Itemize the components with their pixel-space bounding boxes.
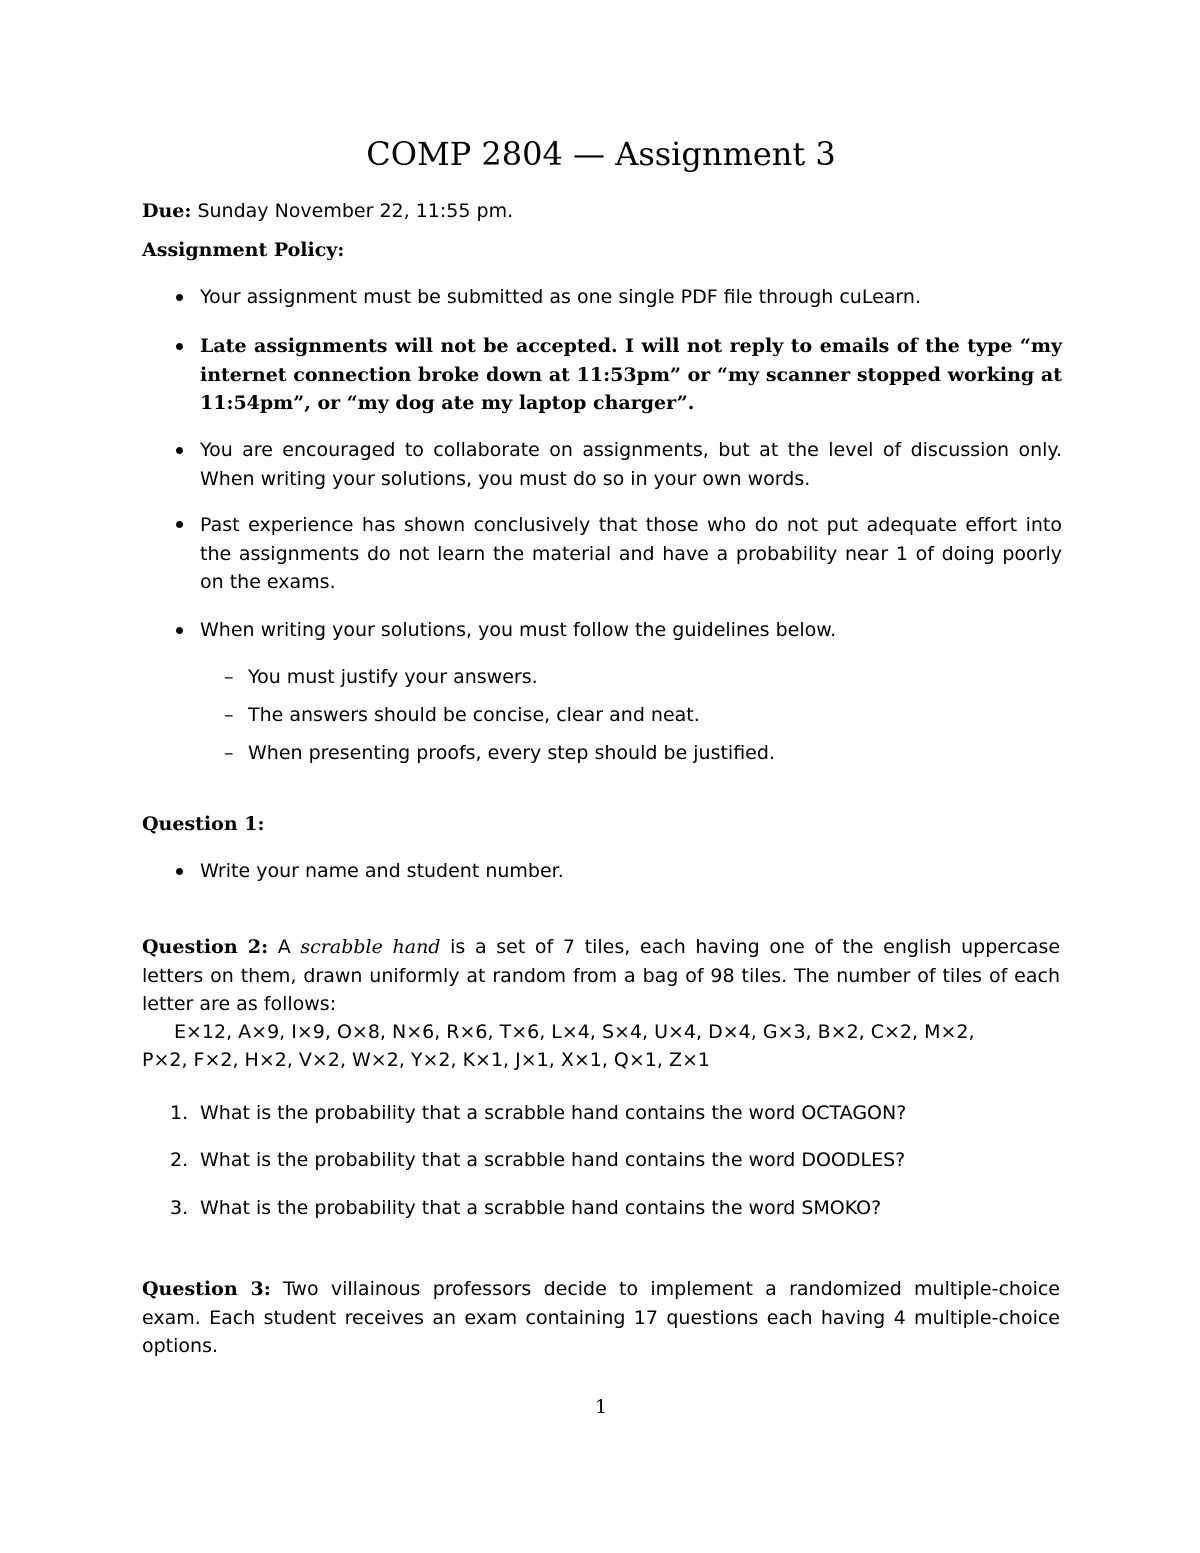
guideline-3: When presenting proofs, every step should be justified. xyxy=(248,742,775,764)
dash-marker: – xyxy=(224,704,234,726)
bullet-icon xyxy=(176,521,183,528)
dash-marker: – xyxy=(224,666,234,688)
guideline-2: The answers should be concise, clear and neat. xyxy=(248,704,700,726)
question-1-bullet: Write your name and student number. xyxy=(200,860,564,882)
item-word: SMOKO xyxy=(801,1197,872,1219)
question-2-item-3 xyxy=(200,1194,1062,1223)
guideline-1: You must justify your answers. xyxy=(248,666,538,688)
bullet-icon xyxy=(176,343,183,350)
question-2-heading: Question 2: xyxy=(142,936,269,958)
question-2-text-b: is a set of 7 tiles, each having one of the english uppercase letters on them, drawn uniformly at random from a bag of 98 tiles. The number of tiles of each letter are as follows: xyxy=(142,936,1061,1015)
bullet-icon xyxy=(176,294,183,301)
bullet-icon xyxy=(176,447,183,454)
item-text-end: ? xyxy=(896,1102,907,1124)
tiles-line-1: E×12, A×9, I×9, O×8, N×6, R×6, T×6, L×4, S×4, U×4, D×4, G×3, B×2, C×2, M×2, xyxy=(174,1021,975,1043)
due-line xyxy=(142,197,513,225)
due-label: Due: xyxy=(142,200,192,222)
item-word: DOODLES xyxy=(801,1149,896,1171)
item-text: What is the probability that a scrabble hand contains the word xyxy=(200,1197,802,1219)
policy-bullet-1: Your assignment must be submitted as one single PDF file through cuLearn. xyxy=(200,286,921,308)
bullet-icon xyxy=(176,868,183,875)
question-3-paragraph xyxy=(142,1275,1060,1361)
question-2-text-a: A xyxy=(268,936,301,958)
scrabble-hand-term: scrabble hand xyxy=(300,936,441,958)
dash-marker: – xyxy=(224,742,234,764)
bullet-icon xyxy=(176,627,183,634)
item-word: OCTAGON xyxy=(801,1102,897,1124)
item-text: What is the probability that a scrabble hand contains the word xyxy=(200,1149,802,1171)
list-number: 3. xyxy=(170,1197,189,1219)
question-1-heading: Question 1: xyxy=(142,813,265,835)
list-number: 1. xyxy=(170,1102,189,1124)
question-3-text: Two villainous professors decide to implement a randomized multiple-choice exam. Each student receives an exam containing 17 questions each having 4 multiple-choice options. xyxy=(142,1278,1060,1357)
item-text-end: ? xyxy=(871,1197,882,1219)
policy-bullet-5: When writing your solutions, you must follow the guidelines below. xyxy=(200,619,837,641)
question-2-intro xyxy=(142,933,1060,1019)
question-3-heading: Question 3: xyxy=(142,1278,271,1300)
question-2-item-2 xyxy=(200,1146,1062,1175)
page-number: 1 xyxy=(594,1396,608,1418)
page-title: COMP 2804 — Assignment 3 xyxy=(366,135,836,173)
policy-heading: Assignment Policy: xyxy=(142,239,345,261)
tiles-line-2: P×2, F×2, H×2, V×2, W×2, Y×2, K×1, J×1, X×1, Q×1, Z×1 xyxy=(142,1049,710,1071)
question-2-item-1 xyxy=(200,1099,1062,1128)
policy-bullet-3: You are encouraged to collaborate on assignments, but at the level of discussion only. When writing your solutions, you must do so in your own words. xyxy=(200,439,1062,490)
due-value: Sunday November 22, 11:55 pm. xyxy=(197,200,514,222)
policy-bullet-2: Late assignments will not be accepted. I will not reply to emails of the type “my internet connection broke down at 11:53pm” or “my scanner stopped working at 11:54pm”, or “my dog ate my laptop charger”. xyxy=(200,335,1062,414)
list-number: 2. xyxy=(170,1149,189,1171)
item-text-end: ? xyxy=(895,1149,906,1171)
item-text: What is the probability that a scrabble hand contains the word xyxy=(200,1102,802,1124)
policy-bullet-4: Past experience has shown conclusively that those who do not put adequate effort into the assignments do not learn the material and have a probability near 1 of doing poorly on the exams. xyxy=(200,514,1062,593)
